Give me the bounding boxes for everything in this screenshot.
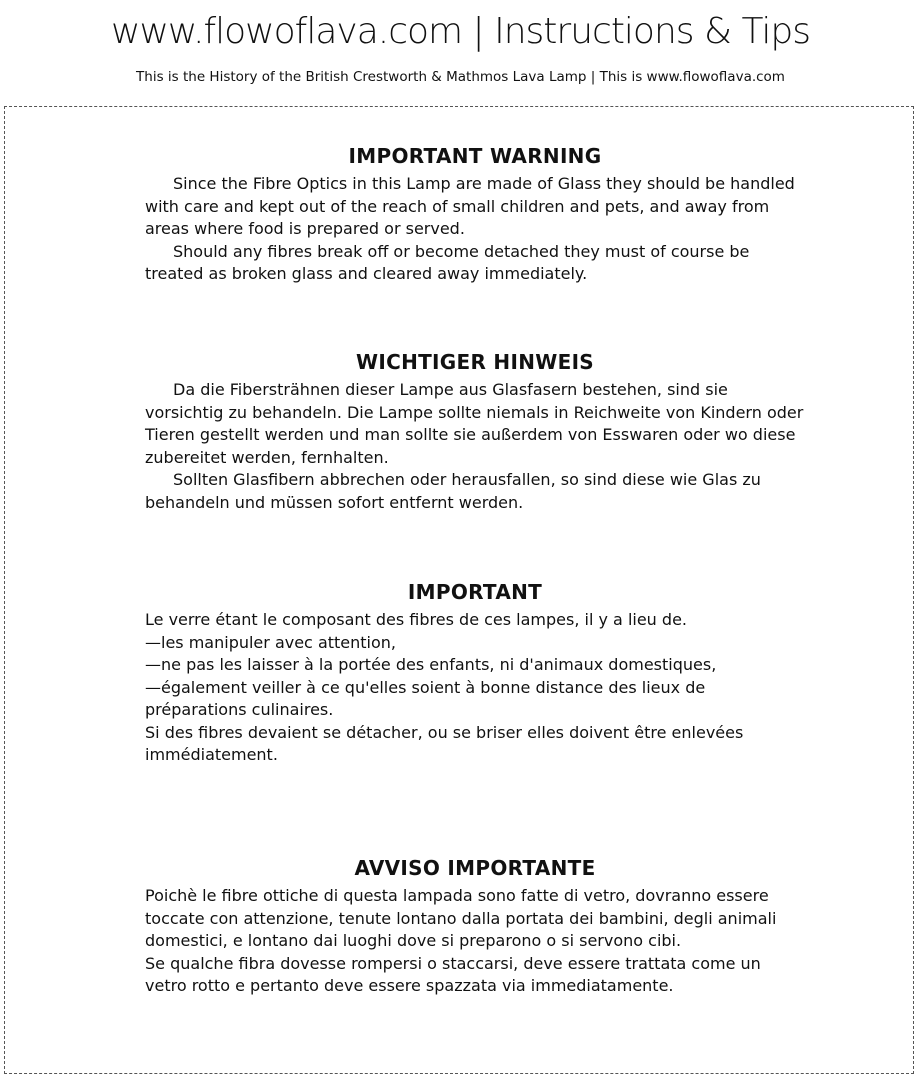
warning-section-french (145, 579, 805, 767)
warning-section-italian (145, 855, 805, 998)
section-heading: IMPORTANT WARNING (348, 144, 602, 168)
section-paragraph: —les manipuler avec attention, (145, 632, 397, 652)
section-heading: WICHTIGER HINWEIS (355, 350, 595, 374)
section-paragraph: —également veiller à ce qu'elles soient à bonne distance des lieux de préparations culinaires. (145, 677, 706, 719)
site-subtitle: This is the History of the British Crestworth & Mathmos Lava Lamp | This is www.flowoflava.com (136, 69, 785, 85)
warning-section-german (145, 349, 805, 514)
section-paragraph: Poichè le fibre ottiche di questa lampada sono fatte di vetro, dovranno essere toccate con attenzione, tenute lontano dalla portata dei bambini, degli animali domestici, e lontano dai luoghi dove si preparono o si servono cibi. (145, 886, 777, 950)
warning-section-english (145, 143, 805, 286)
section-paragraph: Since the Fibre Optics in this Lamp are made of Glass they should be handled with care and kept out of the reach of small children and pets, and away from areas where food is prepared or served. (145, 174, 795, 238)
section-paragraph: Le verre étant le composant des fibres de ces lampes, il y a lieu de. (145, 610, 687, 629)
section-heading: AVVISO IMPORTANTE (354, 856, 596, 880)
section-paragraph: Si des fibres devaient se détacher, ou se briser elles doivent être enlevées immédiatement. (145, 722, 744, 764)
site-title: www.flowoflava.com | Instructions & Tips (111, 11, 810, 52)
section-paragraph: Da die Fibersträhnen dieser Lampe aus Glasfasern bestehen, sind sie vorsichtig zu behandeln. Die Lampe sollte niemals in Reichweite von Kindern oder Tieren gestellt werden und man sollte sie außerdem von Esswaren oder wo diese zubereitet werden, fernhalten. (145, 380, 804, 467)
section-paragraph: —ne pas les laisser à la portée des enfants, ni d'animaux domestiques, (145, 655, 717, 674)
section-paragraph: Se qualche fibra dovesse rompersi o staccarsi, deve essere trattata come un vetro rotto e pertanto deve essere spazzata via immediatamente. (145, 953, 761, 995)
site-header (0, 0, 921, 86)
section-paragraph: Should any fibres break off or become detached they must of course be treated as broken glass and cleared away immediately. (145, 241, 750, 283)
section-paragraph: Sollten Glasfibern abbrechen oder herausfallen, so sind diese wie Glas zu behandeln und müssen sofort entfernt werden. (145, 470, 761, 512)
section-heading: IMPORTANT (407, 580, 543, 604)
